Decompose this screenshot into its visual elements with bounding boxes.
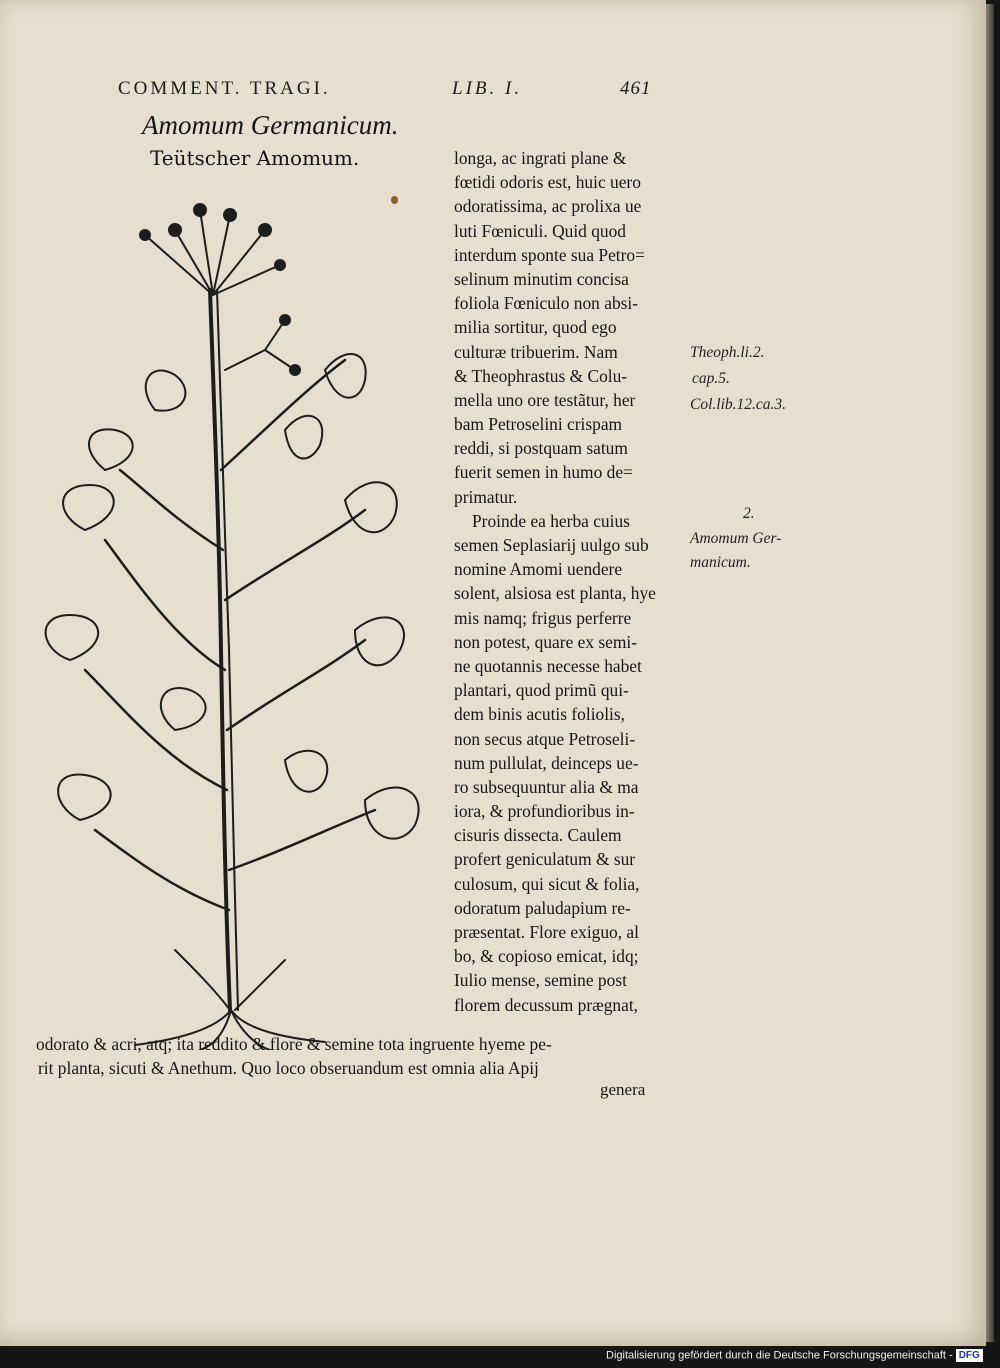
text-line: bam Petroselini crispam — [454, 414, 623, 435]
text-line: milia sortitur, quod ego — [454, 317, 617, 338]
margin-ref-columella: Col.lib.12.ca.3. — [690, 396, 787, 413]
page-edge — [986, 4, 994, 1342]
text-line: iora, & profundioribus in- — [454, 801, 635, 822]
text-line: fœtidi odoris est, huic uero — [454, 172, 641, 193]
dfg-logo: DFG — [956, 1349, 983, 1362]
text-line: præsentat. Flore exiguo, al — [454, 922, 639, 942]
plant-title-latin: Amomum Germanicum. — [142, 110, 399, 140]
margin-ref-theophrastus: Theoph.li.2. — [690, 344, 765, 361]
plant-title-german: Teütscher Amomum. — [150, 146, 360, 170]
text-line: nomine Amomi uendere — [454, 559, 623, 580]
page-number: 461 — [620, 78, 652, 99]
text-line: ne quotannis necesse habet — [454, 655, 642, 676]
text-line: mis namq; frigus perferre — [454, 607, 632, 628]
running-head-book: LIB. I. — [452, 78, 523, 99]
text-line: non potest, quare ex semi- — [454, 631, 638, 652]
plant-woodcut-illustration — [25, 170, 445, 1050]
text-line: Proinde ea herba cuius — [472, 510, 630, 531]
text-line: foliola Fœniculo non absi- — [454, 293, 639, 314]
margin-note-line-1: Amomum Ger- — [690, 530, 782, 547]
text-line: mella uno ore testãtur, her — [454, 389, 636, 410]
margin-ref-chapter: cap.5. — [692, 370, 730, 387]
funding-footer — [606, 1349, 983, 1362]
text-line: profert geniculatum & sur — [454, 849, 636, 870]
text-column — [454, 146, 690, 1017]
text-full-line-2: rit planta, sicuti & Anethum. Quo loco obseruandum est omnia alia Apij — [38, 1058, 539, 1078]
text-line: non secus atque Petroseli- — [454, 728, 636, 749]
text-line: longa, ac ingrati plane & — [454, 148, 627, 168]
text-line: culturæ tribuerim. Nam — [454, 341, 618, 362]
text-line: interdum sponte sua Petro= — [454, 244, 645, 265]
text-line: odoratum paludapium re- — [454, 897, 631, 918]
catchword: genera — [600, 1080, 646, 1099]
text-full-line-1: odorato & acri, atq; ita reddito & flore & semine tota ingruente hyeme pe- — [36, 1034, 552, 1054]
text-line: fuerit semen in humo de= — [454, 462, 633, 483]
margin-section-number: 2. — [743, 505, 755, 522]
text-line: primatur. — [454, 486, 518, 507]
text-line: florem decussum prægnat, — [454, 994, 639, 1015]
text-line: semen Seplasiarij uulgo sub — [454, 535, 649, 555]
footer-text: Digitalisierung gefördert durch die Deutsche Forschungsgemeinschaft - — [606, 1349, 953, 1362]
text-line: plantari, quod primũ qui- — [454, 680, 629, 701]
text-line: culosum, qui sicut & folia, — [454, 873, 640, 894]
text-line: dem binis acutis foliolis, — [454, 704, 625, 725]
text-line: Iulio mense, semine post — [454, 970, 627, 991]
text-line: odoratissima, ac prolixa ue — [454, 196, 642, 217]
running-head-left: COMMENT. TRAGI. — [118, 78, 331, 99]
text-line: num pullulat, deinceps ue- — [454, 752, 639, 773]
text-line: cisuris dissecta. Caulem — [454, 825, 622, 846]
text-line: ro subsequuntur alia & ma — [454, 776, 639, 797]
text-line: reddi, si postquam satum — [454, 438, 628, 459]
margin-note-line-2: manicum. — [690, 554, 751, 571]
text-line: & Theophrastus & Colu- — [454, 365, 628, 386]
text-line: bo, & copioso emicat, idq; — [454, 946, 639, 967]
text-line: solent, alsiosa est planta, hye — [454, 583, 656, 604]
text-line: luti Fœniculi. Quid quod — [454, 220, 626, 241]
text-line: selinum minutim concisa — [454, 268, 629, 289]
